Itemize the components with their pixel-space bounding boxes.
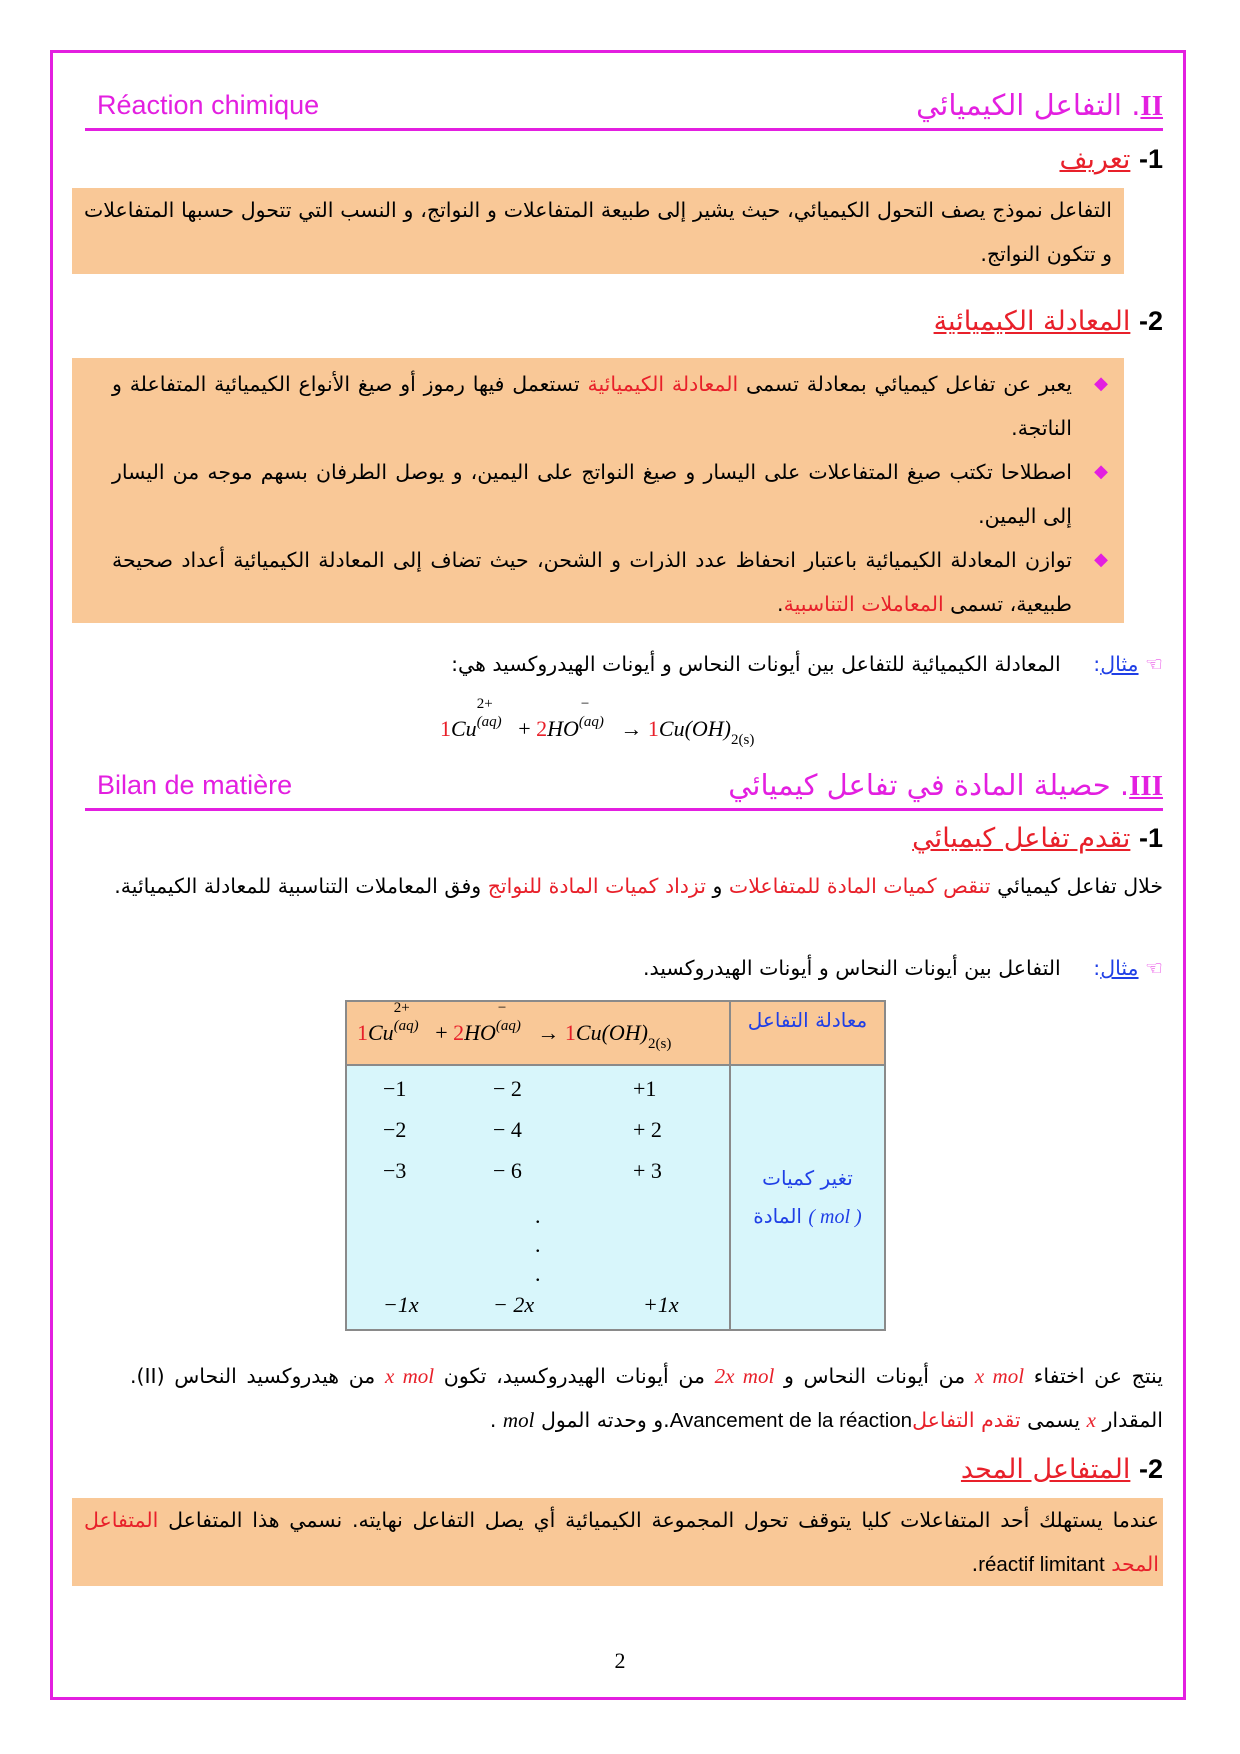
section-iii-header <box>85 768 1163 811</box>
table-row: −1x − 2x +1x <box>383 1292 679 1317</box>
example-1: ☜ مثال: المعادلة الكيميائية للتفاعل بين أيونات النحاس و أيونات الهيدروكسيد هي: <box>451 652 1163 676</box>
rule-2: ◆ اصطلاحا تكتب صيغ المتفاعلات على اليسار و صيغ النواتج على اليمين، و يوصل الطرفان بسهم موجه من اليسار إلى اليمين. <box>112 450 1114 538</box>
table-equation: 1Cu 2+ (aq) + 2HO − (aq) → $1Cu(OH)_{2(s)}$ <box>357 1000 672 1052</box>
table-equation-cell <box>346 1001 730 1065</box>
diamond-icon: ◆ <box>1094 549 1108 570</box>
definition-box <box>72 188 1124 274</box>
table-row-label: تغير كميات المادة ( mol ) <box>730 1065 885 1330</box>
page-number: 2 <box>614 1648 626 1673</box>
limiting-text: عندما يستهلك أحد المتفاعلات كليا يتوقف تحول المجموعة الكيميائية أي يصل التفاعل نهايته. نسمي هذا المتفاعل المتفاعل المحد réactif limitant. <box>84 1508 1159 1576</box>
progress-text: خلال تفاعل كيميائي تنقص كميات المادة للمتفاعلات و تزداد كميات المادة للنواتج وفق المعاملات التناسبية للمعادلة الكيميائية. <box>114 874 1163 898</box>
rule-3: ◆ توازن المعادلة الكيميائية باعتبار انحفاظ عدد الذرات و الشحن، حيث تضاف إلى المعادلة الكيميائية أعداد صحيحة طبيعية، تسمى المعاملات التناسبية. <box>112 538 1114 626</box>
section-ii-header <box>85 88 1163 131</box>
table-row: −2 − 4 + 2 <box>383 1117 662 1142</box>
subsection-equation: 2- المعادلة الكيميائية <box>933 306 1163 337</box>
example-2: ☜ مثال: التفاعل بين أيونات النحاس و أيونات الهيدروكسيد. <box>642 956 1163 980</box>
subsection-definition: 1- تعريف <box>1059 144 1163 175</box>
section-iii-title-fr: Bilan de matière <box>97 770 293 800</box>
pointing-hand-icon: ☜ <box>1145 956 1163 980</box>
subsection-progress: 1- تقدم تفاعل كيميائي <box>912 823 1163 854</box>
table-header-label: معادلة التفاعل <box>730 1001 885 1065</box>
chemical-equation: 1Cu 2+ (aq) + 2HO − (aq) → $1Cu(OH)_{2(s)}$ <box>440 696 755 748</box>
table-dots: . . . <box>535 1203 541 1286</box>
diamond-icon: ◆ <box>1094 461 1108 482</box>
progress-table <box>345 1000 886 1331</box>
table-row: −3 − 6 + 3 <box>383 1158 662 1183</box>
section-iii-title: III. حصيلة المادة في تفاعل كيميائي <box>728 768 1163 802</box>
pointing-hand-icon: ☜ <box>1145 652 1163 676</box>
rule-1: ◆ يعبر عن تفاعل كيميائي بمعادلة تسمى المعادلة الكيميائية تستعمل فيها رموز أو صيغ الأنواع الكيميائية المتفاعلة و الناتجة. <box>112 362 1114 450</box>
table-values-cell <box>346 1065 730 1330</box>
diamond-icon: ◆ <box>1094 373 1108 394</box>
section-ii-title-fr: Réaction chimique <box>97 90 320 120</box>
definition-text: التفاعل نموذج يصف التحول الكيميائي، حيث يشير إلى طبيعة المتفاعلات و النواتج، و النسب التي تتحول حسبها المتفاعلات و تتكون النواتج. <box>84 198 1112 266</box>
table-row: −1 − 2 +1 <box>383 1076 657 1101</box>
progress-explanation: ينتج عن اختفاء x mol من أيونات النحاس و 2x mol من أيونات الهيدروكسيد، تكون x mol من هيدروكسيد النحاس (II). المقدار x يسمى تقدم التفاعلAvancement de la réaction.و وحدته المول mol . <box>130 1364 1163 1432</box>
section-ii-title: II. التفاعل الكيميائي <box>916 88 1163 122</box>
subsection-limiting: 2- المتفاعل المحد <box>960 1454 1163 1485</box>
equation-rules-box <box>72 358 1124 623</box>
limiting-box <box>72 1498 1163 1586</box>
